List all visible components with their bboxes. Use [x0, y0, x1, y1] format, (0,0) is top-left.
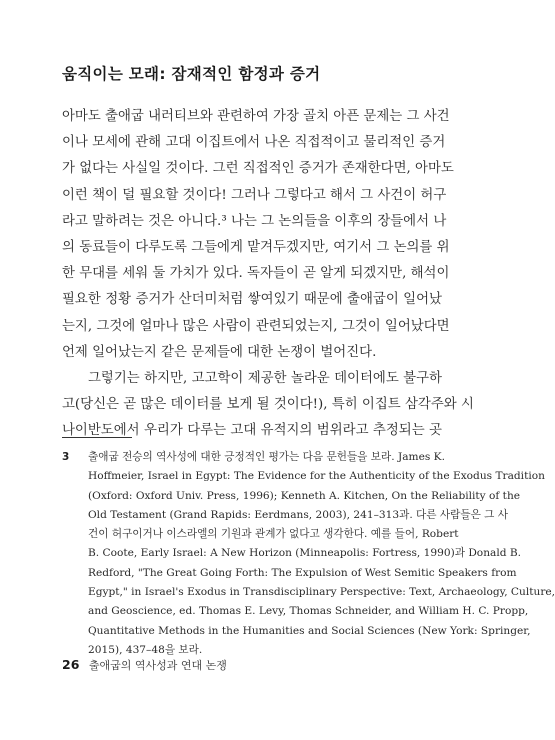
body-text	[62, 104, 474, 444]
page-number: 26	[62, 657, 80, 672]
body-line: 언제 일어났는지 같은 문제들에 대한 논쟁이 벌어진다.	[62, 344, 377, 360]
body-line: 의 동료들이 다루도록 그들에게 맡겨두겠지만, 여기서 그 논의를 위	[62, 239, 450, 255]
footnote-line: B. Coote, Early Israel: A New Horizon (Minneapolis: Fortress, 1990)과 Donald B.	[88, 547, 522, 560]
running-title: 출애굽의 역사성과 연대 논쟁	[88, 659, 227, 672]
footnote-line: and Geoscience, ed. Thomas E. Levy, Thomas Schneider, and William H. C. Propp,	[88, 605, 529, 618]
body-line: 는지, 그것에 얼마나 많은 사람이 관련되었는지, 그것이 일어났다면	[62, 318, 450, 334]
footnote-line: Quantitative Methods in the Humanities and Social Sciences (New York: Springer,	[88, 624, 531, 637]
footnote-line: Egypt," in Israel's Exodus in Transdisciplinary Perspective: Text, Archaeology, Culture,	[88, 586, 555, 599]
body-line: 한 무대를 세워 둘 가치가 있다. 독자들이 곧 알게 되겠지만, 해석이	[62, 266, 450, 282]
body-line: 가 없다는 사실일 것이다. 그런 직접적인 증거가 존재한다면, 아마도	[62, 161, 454, 177]
footnote-divider	[62, 437, 132, 438]
body-line: 그렇기는 하지만, 고고학이 제공한 놀라운 데이터에도 불구하	[88, 370, 442, 386]
footnote-line: Old Testament (Grand Rapids: Eerdmans, 2003), 241–313과. 다른 사람들은 그 사	[88, 508, 509, 521]
body-line: 이나 모세에 관해 고대 이집트에서 나온 직접적이고 물리적인 증거	[62, 135, 446, 151]
footnote-line: (Oxford: Oxford Univ. Press, 1996); Kenneth A. Kitchen, On the Reliability of the	[88, 489, 521, 502]
footnote-line: Redford, "The Great Going Forth: The Expulsion of West Semitic Speakers from	[88, 566, 517, 579]
footnote-line: Hoffmeier, Israel in Egypt: The Evidence for the Authenticity of the Exodus Tradition	[88, 470, 545, 483]
body-line: 고(당신은 곧 많은 데이터를 보게 될 것이다!), 특히 이집트 삼각주와 시	[62, 397, 474, 413]
footnote-number: 3	[62, 451, 70, 463]
footnote-line: 건이 허구이거나 이스라엘의 기원과 관계가 없다고 생각한다. 예를 들어, Robert	[88, 528, 459, 541]
body-line: 필요한 정황 증거가 산더미처럼 쌓여있기 때문에 출애굽이 일어났	[62, 292, 442, 308]
body-line: 라고 말하려는 것은 아니다.³ 나는 그 논의들을 이후의 장들에서 나	[62, 213, 447, 229]
body-line: 나이반도에서 우리가 다루는 고대 유적지의 범위라고 추정되는 곳	[62, 423, 442, 439]
body-line: 아마도 출애굽 내러티브와 관련하여 가장 골치 아픈 문제는 그 사건	[62, 109, 450, 124]
section-heading: 움직이는 모래: 잠재적인 함정과 증거	[62, 65, 321, 83]
body-line: 이런 책이 덜 필요할 것이다! 그러나 그렇다고 해서 그 사건이 허구	[62, 187, 447, 203]
footnote-line: 출애굽 전승의 역사성에 대한 긍정적인 평가는 다음 문헌들을 보라. James K.	[88, 451, 445, 463]
page-footer	[62, 657, 227, 673]
footnote-line: 2015), 437–48을 보라.	[88, 643, 203, 656]
